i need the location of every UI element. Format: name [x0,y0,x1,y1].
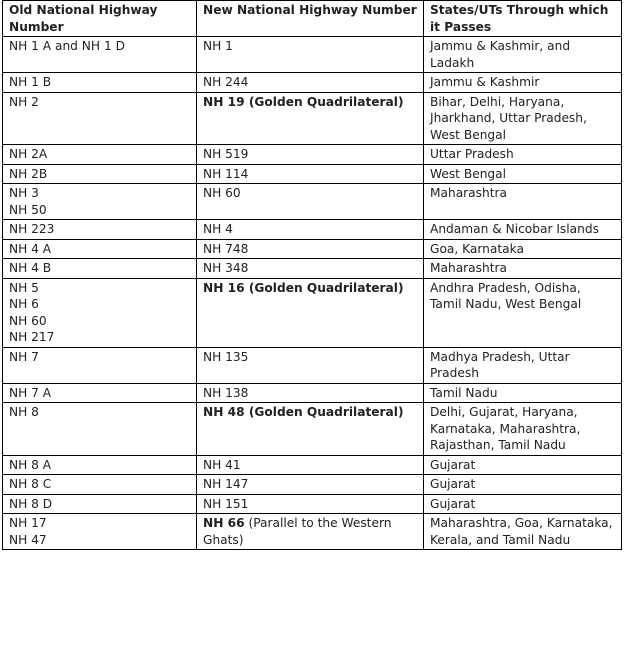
states-cell: Jammu & Kashmir, and Ladakh [424,37,622,73]
states-cell: Bihar, Delhi, Haryana, Jharkhand, Uttar Pradesh, West Bengal [424,92,622,145]
old-number: NH 17 [9,516,47,530]
new-number-highlight: NH 16 (Golden Quadrilateral) [203,280,404,295]
new-number: NH 519 [203,147,249,161]
table-row [3,455,622,475]
states-cell: Gujarat [424,494,622,514]
new-number: NH 4 [203,222,233,236]
old-number-cell [3,37,197,73]
national-highway-table [2,0,622,550]
states-cell: Jammu & Kashmir [424,73,622,93]
old-number: NH 217 [9,330,55,344]
old-number-cell [3,455,197,475]
new-number-highlight: NH 66 [203,516,245,530]
table-row [3,73,622,93]
table-row [3,514,622,550]
old-number-cell [3,73,197,93]
table-row [3,383,622,403]
states-cell: Delhi, Gujarat, Haryana, Karnataka, Maharashtra, Rajasthan, Tamil Nadu [424,403,622,456]
table-row [3,145,622,165]
states-cell: Maharashtra [424,184,622,220]
new-number-highlight: NH 19 (Golden Quadrilateral) [203,94,404,109]
old-number: NH 4 A [9,241,52,256]
old-number: NH 8 [9,405,39,419]
old-number-cell [3,184,197,220]
old-number: NH 50 [9,202,47,217]
new-number-cell [197,184,424,220]
new-number: NH 41 [203,457,241,472]
new-number-cell [197,494,424,514]
header-new-number: New National Highway Number [197,1,424,37]
old-number-cell [3,383,197,403]
old-number-cell [3,347,197,383]
new-number: NH 60 [203,186,241,200]
new-number-cell [197,37,424,73]
new-number-cell [197,383,424,403]
new-number: NH 138 [203,385,249,400]
new-number-highlight: NH 48 (Golden Quadrilateral) [203,405,404,419]
table-row [3,403,622,456]
new-number: NH 151 [203,496,249,511]
old-number: NH 60 [9,313,47,328]
new-number: NH 135 [203,349,249,364]
old-number: NH 7 [9,349,39,364]
new-number-cell [197,145,424,165]
old-number-cell [3,514,197,550]
old-number-cell [3,164,197,184]
table-row [3,239,622,259]
old-number: NH 8 D [9,496,53,511]
new-number-cell [197,455,424,475]
table-row [3,494,622,514]
old-number: NH 2B [9,166,48,181]
old-number-cell [3,145,197,165]
header-old-number: Old National Highway Number [3,1,197,37]
states-cell: Goa, Karnataka [424,239,622,259]
new-number: NH 1 [203,39,233,53]
old-number: NH 2 [9,94,39,109]
old-number: NH 2A [9,147,48,161]
old-number-cell [3,475,197,495]
table-row [3,164,622,184]
old-number: NH 4 B [9,261,52,275]
old-number-cell [3,220,197,240]
new-number: (Parallel to the Western Ghats) [203,516,392,547]
states-cell: Andaman & Nicobar Islands [424,220,622,240]
old-number-cell [3,494,197,514]
old-number-cell [3,92,197,145]
new-number: NH 748 [203,241,249,256]
old-number: NH 8 A [9,457,52,472]
old-number-cell [3,259,197,279]
table-row [3,347,622,383]
new-number-cell [197,73,424,93]
new-number-cell [197,92,424,145]
header-states: States/UTs Through which it Passes [424,1,622,37]
new-number: NH 114 [203,166,249,181]
new-number-cell [197,347,424,383]
states-cell: Uttar Pradesh [424,145,622,165]
new-number-cell [197,220,424,240]
table-row [3,184,622,220]
old-number: NH 7 A [9,385,52,400]
new-number: NH 147 [203,477,249,491]
table-row [3,259,622,279]
old-number: NH 6 [9,297,39,311]
states-cell: Tamil Nadu [424,383,622,403]
header-row [3,1,622,37]
table-row [3,220,622,240]
states-cell: Madhya Pradesh, Uttar Pradesh [424,347,622,383]
old-number: NH 47 [9,532,47,547]
new-number-cell [197,259,424,279]
old-number: NH 3 [9,186,39,200]
states-cell: Gujarat [424,475,622,495]
new-number-cell [197,239,424,259]
old-number: NH 5 [9,280,39,295]
old-number-cell [3,278,197,347]
old-number: NH 223 [9,222,55,236]
new-number-cell [197,475,424,495]
old-number-cell [3,239,197,259]
new-number-cell [197,403,424,456]
states-cell: Maharashtra [424,259,622,279]
new-number-cell [197,514,424,550]
new-number-cell [197,278,424,347]
new-number: NH 348 [203,261,249,275]
old-number: NH 1 A and NH 1 D [9,39,125,53]
table-row [3,37,622,73]
states-cell: Maharashtra, Goa, Karnataka, Kerala, and Tamil Nadu [424,514,622,550]
states-cell: West Bengal [424,164,622,184]
old-number: NH 8 C [9,477,52,491]
old-number-cell [3,403,197,456]
table-row [3,475,622,495]
old-number: NH 1 B [9,75,52,89]
new-number-cell [197,164,424,184]
table-row [3,92,622,145]
table-row [3,278,622,347]
states-cell: Andhra Pradesh, Odisha, Tamil Nadu, West Bengal [424,278,622,347]
states-cell: Gujarat [424,455,622,475]
new-number: NH 244 [203,75,249,89]
